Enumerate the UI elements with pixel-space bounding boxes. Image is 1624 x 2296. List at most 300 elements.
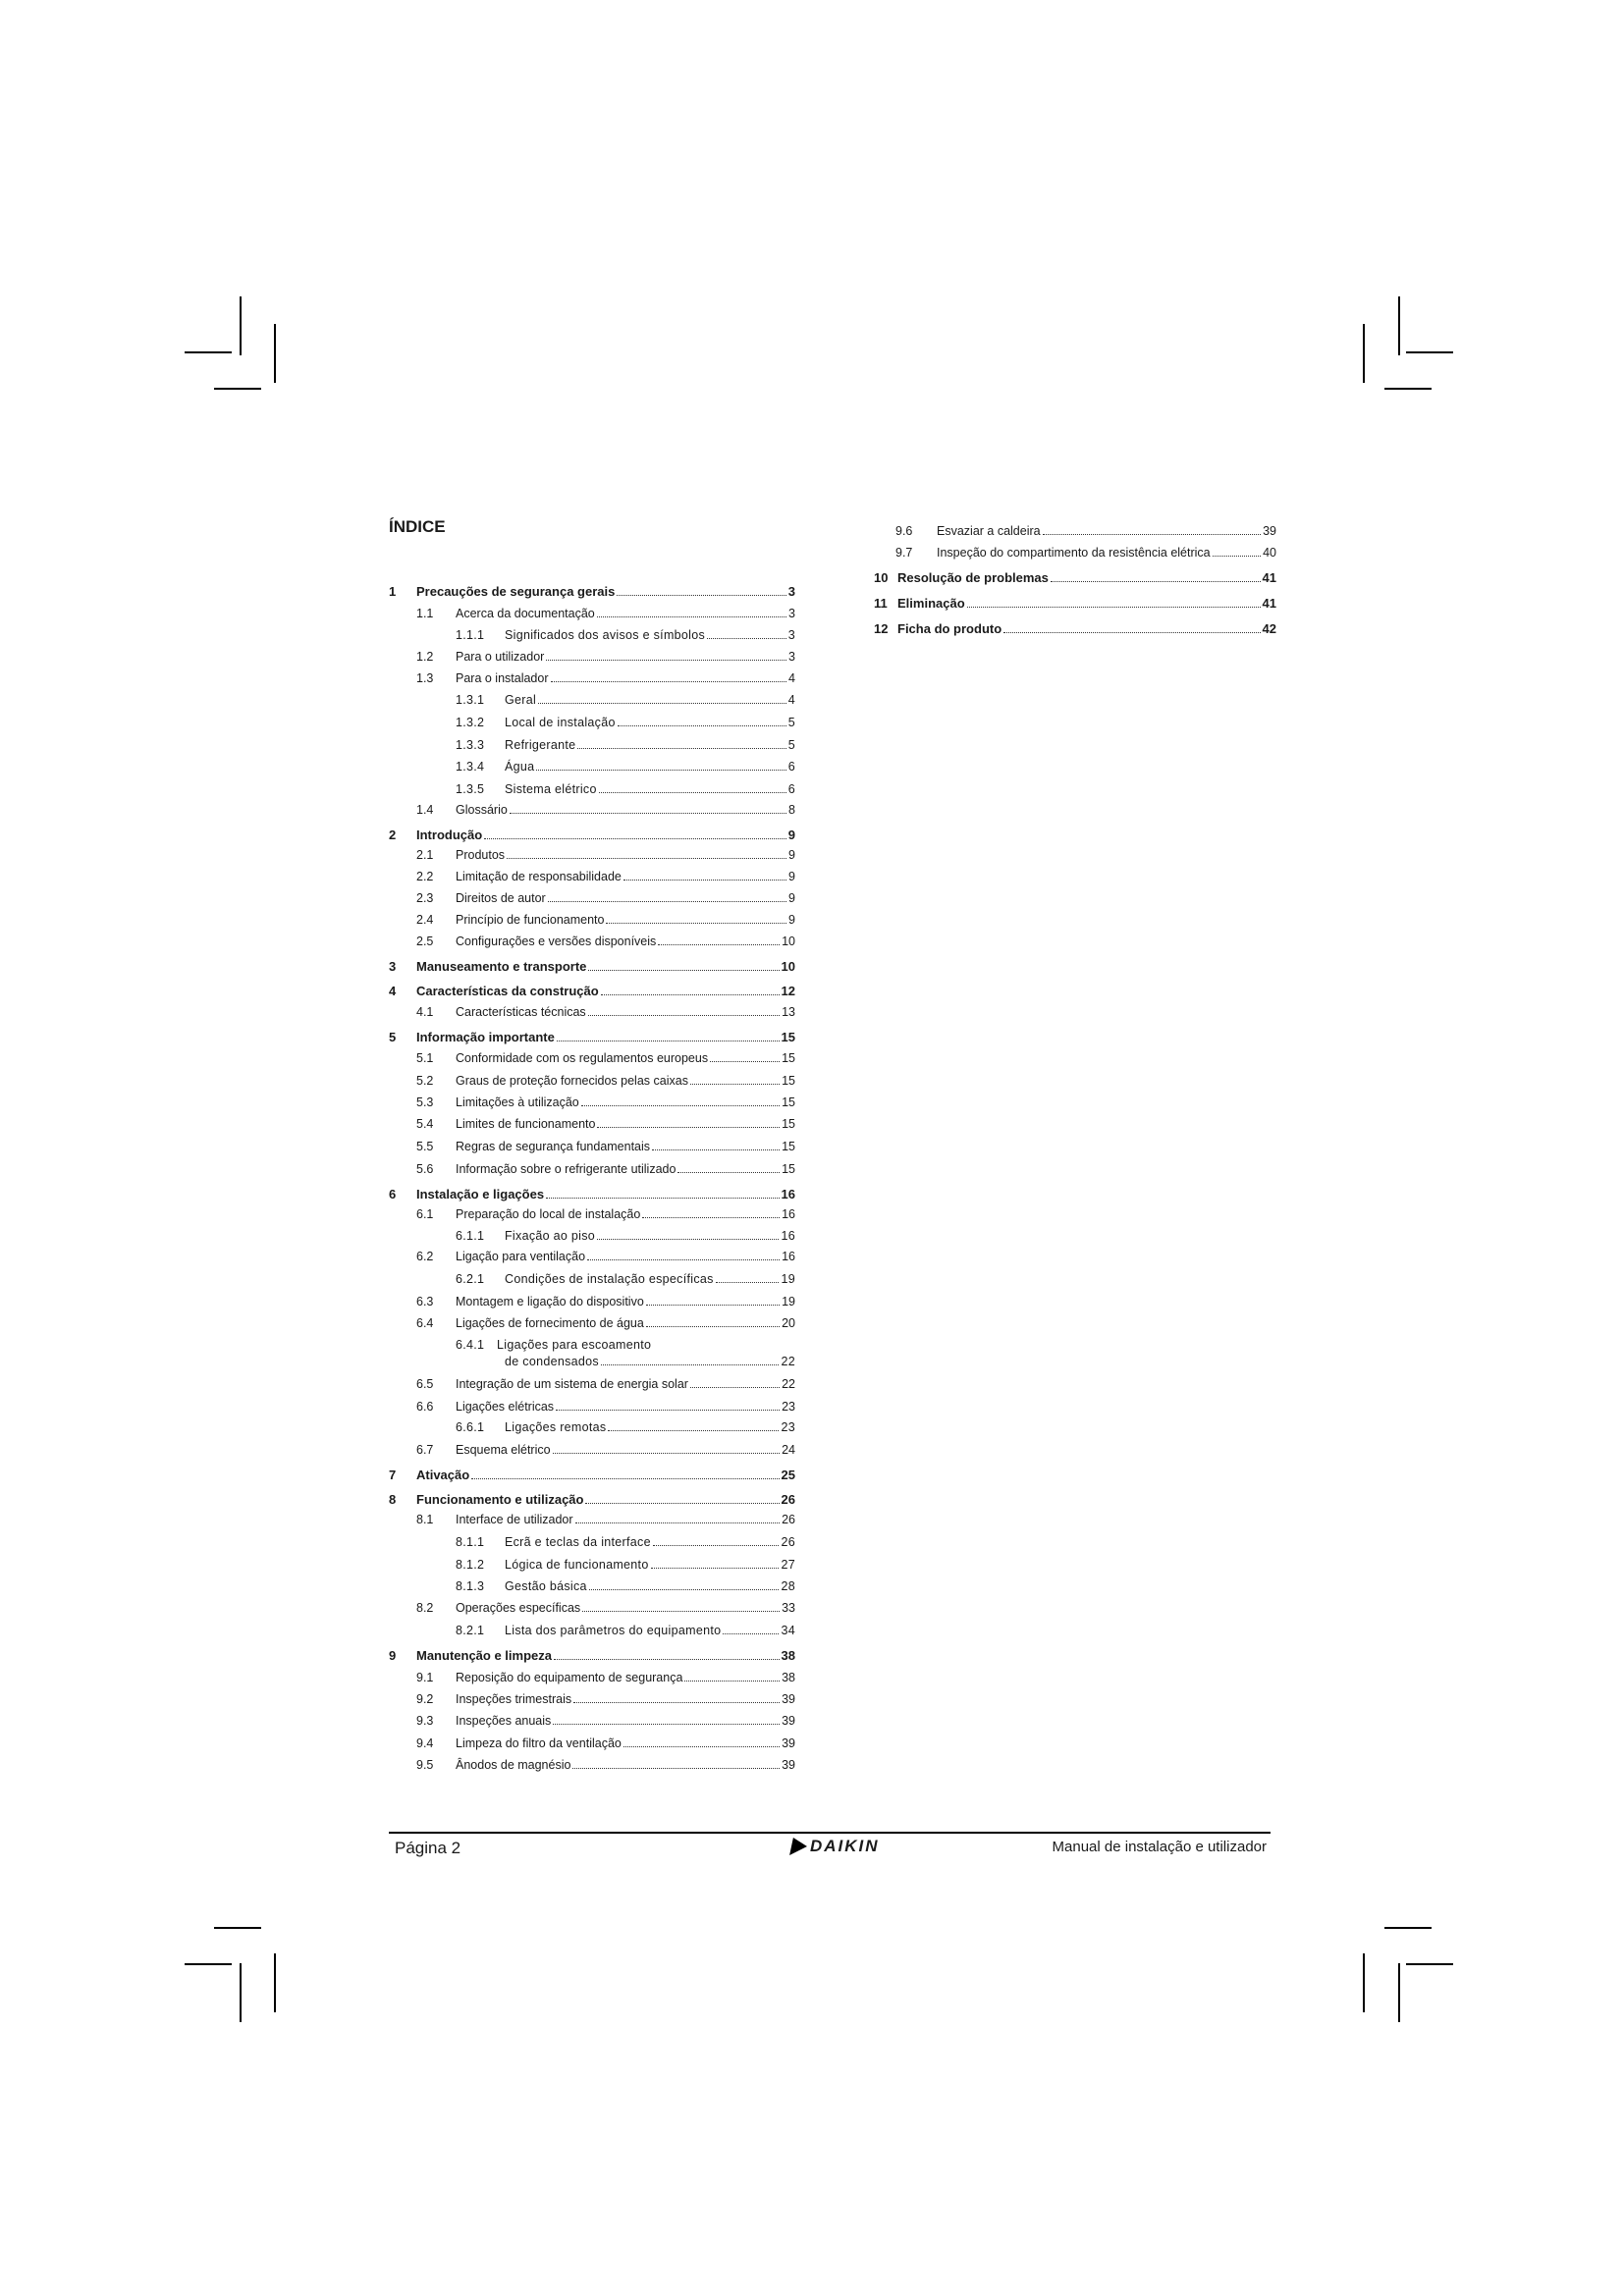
- toc-entry-page: 23: [782, 1400, 795, 1414]
- toc-entry-page: 8: [788, 803, 795, 817]
- dot-leader: [618, 725, 786, 726]
- toc-entry-number: 8.1.3: [456, 1579, 485, 1593]
- toc-entry-title: Para o instalador: [456, 671, 549, 685]
- toc-entry[interactable]: [389, 1140, 795, 1154]
- toc-entry-number: 1.4: [416, 803, 434, 817]
- toc-entry-title: Ligações remotas: [505, 1420, 607, 1434]
- toc-entry-number: 6.3: [416, 1295, 434, 1308]
- toc-entry-page: 15: [781, 1030, 795, 1044]
- crop-mark: [1363, 1953, 1365, 2012]
- dot-leader: [1003, 632, 1260, 633]
- page-title: ÍNDICE: [389, 517, 446, 536]
- toc-entry-title: Condições de instalação específicas: [505, 1272, 714, 1286]
- dot-leader: [684, 1681, 780, 1682]
- toc-entry-title-line1: Ligações para escoamento: [497, 1338, 652, 1352]
- toc-entry-title: Introdução: [416, 828, 483, 842]
- toc-entry-title: Limitações à utilização: [456, 1095, 579, 1109]
- dot-leader: [690, 1084, 780, 1085]
- toc-entry-title: Ânodos de magnésio: [456, 1758, 571, 1772]
- toc-entry-title: Ligação para ventilação: [456, 1250, 586, 1263]
- toc-entry-page: 5: [787, 738, 795, 752]
- toc-entry-title: Regras de segurança fundamentais: [456, 1140, 651, 1153]
- toc-entry[interactable]: [389, 1295, 795, 1309]
- toc-entry-page: 19: [782, 1295, 795, 1308]
- toc-entry-title: Para o utilizador: [456, 650, 545, 664]
- toc-entry[interactable]: [389, 1420, 795, 1435]
- toc-entry[interactable]: [389, 1492, 795, 1507]
- daikin-logo: [791, 1837, 880, 1856]
- toc-entry-page: 16: [782, 1207, 795, 1221]
- toc-entry-number: 1.3: [416, 671, 434, 685]
- toc-entry[interactable]: [389, 1671, 795, 1685]
- toc-entry[interactable]: [389, 1624, 795, 1638]
- toc-entry[interactable]: [389, 959, 795, 974]
- toc-entry-number: 9.3: [416, 1714, 434, 1728]
- dot-leader: [575, 1522, 781, 1523]
- toc-entry-page: 3: [788, 607, 795, 620]
- toc-entry-number: 5: [389, 1030, 397, 1044]
- toc-entry-page: 19: [781, 1272, 795, 1286]
- crop-mark: [185, 1963, 232, 1965]
- toc-entry-title: Refrigerante: [505, 738, 576, 752]
- toc-entry[interactable]: [389, 650, 795, 665]
- toc-entry-page: 27: [781, 1558, 795, 1572]
- toc-entry-page: 5: [787, 716, 795, 729]
- crop-mark: [185, 351, 232, 353]
- dot-leader: [608, 1430, 779, 1431]
- toc-entry-title: Fixação ao piso: [505, 1229, 596, 1243]
- toc-entry-title: Interface de utilizador: [456, 1513, 573, 1526]
- toc-entry-title: Limitação de responsabilidade: [456, 870, 622, 883]
- document-name: Manual de instalação e utilizador: [1052, 1839, 1267, 1855]
- toc-entry-number: 2: [389, 828, 397, 842]
- dot-leader: [588, 1015, 780, 1016]
- toc-entry-title: Reposição do equipamento de segurança: [456, 1671, 683, 1684]
- toc-entry[interactable]: [389, 1338, 795, 1371]
- toc-entry[interactable]: [389, 1400, 795, 1415]
- toc-entry-number: 8.1.1: [456, 1535, 485, 1549]
- toc-entry-page: 12: [781, 984, 795, 998]
- toc-entry[interactable]: [389, 1535, 795, 1550]
- toc-entry-number: 1.3.5: [456, 782, 485, 796]
- toc-entry-title: de condensados: [505, 1355, 599, 1368]
- toc-entry[interactable]: [389, 738, 795, 753]
- dot-leader: [1213, 556, 1261, 557]
- dot-leader: [548, 901, 786, 902]
- toc-entry[interactable]: [389, 1074, 795, 1089]
- toc-entry-page: 15: [782, 1162, 795, 1176]
- toc-entry-page: 39: [1263, 524, 1276, 538]
- toc-entry-number: 6.2.1: [456, 1272, 485, 1286]
- toc-entry-number: 1.3.2: [456, 716, 485, 729]
- toc-entry[interactable]: [389, 803, 795, 818]
- toc-entry[interactable]: [389, 671, 795, 686]
- toc-entry-number: 1.2: [416, 650, 434, 664]
- toc-entry[interactable]: [874, 596, 1276, 611]
- dot-leader: [573, 1702, 780, 1703]
- toc-entry-title: Manutenção e limpeza: [416, 1648, 552, 1663]
- dot-leader: [597, 616, 786, 617]
- toc-entry-page: 16: [782, 1250, 795, 1263]
- dot-leader: [597, 1239, 779, 1240]
- toc-entry-title: Sistema elétrico: [505, 782, 597, 796]
- toc-entry-number: 2.2: [416, 870, 434, 883]
- toc-entry-number: 2.1: [416, 848, 434, 862]
- dot-leader: [572, 1768, 780, 1769]
- dot-leader: [582, 1611, 780, 1612]
- toc-entry-title: Ligações elétricas: [456, 1400, 555, 1414]
- crop-mark: [240, 1963, 242, 2022]
- toc-entry[interactable]: [389, 934, 795, 949]
- dot-leader: [554, 1659, 780, 1660]
- dot-leader: [606, 923, 786, 924]
- dot-leader: [588, 970, 779, 971]
- toc-entry[interactable]: [389, 891, 795, 906]
- toc-entry-number: 2.4: [416, 913, 434, 927]
- toc-entry-page: 38: [782, 1671, 795, 1684]
- toc-entry[interactable]: [389, 716, 795, 730]
- toc-entry-title: Integração de um sistema de energia solar: [456, 1377, 688, 1391]
- toc-entry-title: Limpeza do filtro da ventilação: [456, 1736, 622, 1750]
- toc-entry-page: 40: [1263, 546, 1276, 560]
- toc-entry[interactable]: [389, 1005, 795, 1020]
- toc-entry-number: 6.2: [416, 1250, 434, 1263]
- toc-entry-page: 6: [787, 760, 795, 774]
- dot-leader: [551, 681, 787, 682]
- toc-entry-page: 4: [787, 693, 795, 707]
- toc-entry-page: 28: [781, 1579, 795, 1593]
- toc-entry[interactable]: [389, 1468, 795, 1482]
- crop-mark: [214, 388, 261, 390]
- toc-entry-number: 6.1: [416, 1207, 434, 1221]
- toc-entry-title: Limites de funcionamento: [456, 1117, 596, 1131]
- toc-entry-number: 6.6: [416, 1400, 434, 1414]
- toc-entry[interactable]: [389, 1758, 795, 1773]
- dot-leader: [658, 944, 780, 945]
- toc-entry-title: Inspeções trimestrais: [456, 1692, 572, 1706]
- toc-entry-page: 9: [788, 870, 795, 883]
- toc-entry-title: Ligações de fornecimento de água: [456, 1316, 644, 1330]
- toc-entry[interactable]: [389, 1162, 795, 1177]
- toc-entry-title: Lógica de funcionamento: [505, 1558, 649, 1572]
- dot-leader: [597, 1127, 780, 1128]
- toc-entry-number: 6.5: [416, 1377, 434, 1391]
- toc-entry-number: 12: [874, 621, 889, 636]
- dot-leader: [577, 748, 785, 749]
- toc-entry-number: 9.4: [416, 1736, 434, 1750]
- toc-entry[interactable]: [389, 1272, 795, 1287]
- dot-leader: [651, 1568, 780, 1569]
- toc-entry-title: Gestão básica: [505, 1579, 587, 1593]
- toc-entry-number: 4.1: [416, 1005, 434, 1019]
- toc-entry[interactable]: [389, 1443, 795, 1458]
- toc-entry-number: 6.7: [416, 1443, 434, 1457]
- toc-entry[interactable]: [389, 1207, 795, 1222]
- dot-leader: [581, 1105, 780, 1106]
- toc-entry-number: 5.3: [416, 1095, 434, 1109]
- toc-entry[interactable]: [389, 984, 795, 998]
- toc-entry-title: Operações específicas: [456, 1601, 581, 1615]
- toc-entry-title: Resolução de problemas: [897, 570, 1049, 585]
- toc-entry-number: 2.3: [416, 891, 434, 905]
- toc-entry[interactable]: [389, 760, 795, 774]
- toc-entry-title: Configurações e versões disponíveis: [456, 934, 657, 948]
- dot-leader: [471, 1478, 779, 1479]
- dot-leader: [587, 1259, 780, 1260]
- toc-entry-number: 5.4: [416, 1117, 434, 1131]
- toc-entry-number: 9.2: [416, 1692, 434, 1706]
- crop-mark: [1406, 1963, 1453, 1965]
- toc-entry-page: 10: [782, 934, 795, 948]
- toc-entry-page: 15: [782, 1117, 795, 1131]
- toc-entry-number: 2.5: [416, 934, 434, 948]
- toc-entry-number: 6.4: [416, 1316, 434, 1330]
- toc-entry-page: 22: [782, 1377, 795, 1391]
- dot-leader: [553, 1724, 780, 1725]
- toc-entry-page: 16: [781, 1187, 795, 1201]
- toc-entry-number: 9: [389, 1648, 397, 1663]
- toc-entry-page: 6: [787, 782, 795, 796]
- toc-entry[interactable]: [389, 628, 795, 643]
- toc-entry[interactable]: [389, 1095, 795, 1110]
- dot-leader: [484, 838, 786, 839]
- toc-entry-page: 4: [788, 671, 795, 685]
- toc-entry-title: Graus de proteção fornecidos pelas caixas: [456, 1074, 688, 1088]
- toc-entry-title: Montagem e ligação do dispositivo: [456, 1295, 644, 1308]
- toc-entry-page: 34: [781, 1624, 795, 1637]
- dot-leader: [646, 1326, 780, 1327]
- dot-leader: [510, 813, 786, 814]
- crop-mark: [1398, 1963, 1400, 2022]
- toc-entry[interactable]: [874, 621, 1276, 636]
- toc-entry[interactable]: [389, 1513, 795, 1527]
- toc-entry-title: Ecrã e teclas da interface: [505, 1535, 651, 1549]
- dot-leader: [553, 1453, 781, 1454]
- toc-entry-page: 38: [781, 1648, 795, 1663]
- dot-leader: [507, 858, 786, 859]
- toc-entry[interactable]: [389, 693, 795, 708]
- toc-entry-page: 26: [781, 1535, 795, 1549]
- dot-leader: [536, 770, 785, 771]
- toc-entry-number: 9.6: [895, 524, 913, 538]
- dot-leader: [723, 1633, 779, 1634]
- toc-entry-number: 5.6: [416, 1162, 434, 1176]
- toc-entry-number: 1.1.1: [456, 628, 485, 642]
- toc-entry-number: 9.1: [416, 1671, 434, 1684]
- toc-entry-page: 39: [782, 1714, 795, 1728]
- crop-mark: [1398, 296, 1400, 355]
- crop-mark: [1384, 388, 1432, 390]
- toc-entry[interactable]: [389, 1030, 795, 1044]
- toc-entry-title: Informação importante: [416, 1030, 555, 1044]
- toc-entry[interactable]: [389, 584, 795, 599]
- toc-entry-number: 8.1: [416, 1513, 434, 1526]
- toc-entry-page: 10: [781, 959, 795, 974]
- dot-leader: [589, 1589, 780, 1590]
- toc-entry[interactable]: [389, 607, 795, 621]
- toc-entry[interactable]: [389, 1692, 795, 1707]
- toc-entry[interactable]: [389, 913, 795, 928]
- dot-leader: [623, 1746, 780, 1747]
- toc-entry-number: 1.3.4: [456, 760, 485, 774]
- toc-entry-title: Precauções de segurança gerais: [416, 584, 616, 599]
- toc-entry-title: Significados dos avisos e símbolos: [505, 628, 706, 642]
- toc-entry-number: 11: [874, 596, 888, 611]
- toc-entry-title: Instalação e ligações: [416, 1187, 545, 1201]
- toc-entry-page: 39: [782, 1736, 795, 1750]
- toc-entry-title: Manuseamento e transporte: [416, 959, 587, 974]
- toc-entry[interactable]: [389, 1601, 795, 1616]
- toc-entry-title: Informação sobre o refrigerante utilizado: [456, 1162, 677, 1176]
- toc-entry-page: 25: [781, 1468, 795, 1482]
- toc-entry-title: Características da construção: [416, 984, 599, 998]
- toc-entry-page: 9: [787, 828, 795, 842]
- dot-leader: [642, 1217, 780, 1218]
- toc-entry[interactable]: [389, 1714, 795, 1729]
- dot-leader: [601, 994, 780, 995]
- toc-entry[interactable]: [389, 1736, 795, 1751]
- toc-entry-title: Inspeções anuais: [456, 1714, 552, 1728]
- toc-entry-number: 6.6.1: [456, 1420, 485, 1434]
- dot-leader: [623, 880, 786, 881]
- toc-entry[interactable]: [389, 870, 795, 884]
- toc-entry-page: 26: [782, 1513, 795, 1526]
- dot-leader: [716, 1282, 780, 1283]
- toc-entry-page: 26: [781, 1492, 795, 1507]
- toc-entry-number: 8.1.2: [456, 1558, 485, 1572]
- toc-entry[interactable]: [389, 1316, 795, 1331]
- dot-leader: [967, 607, 1261, 608]
- footer-divider: [389, 1832, 1271, 1834]
- toc-entry-number: 1: [389, 584, 397, 599]
- toc-entry[interactable]: [389, 828, 795, 842]
- toc-entry[interactable]: [389, 1051, 795, 1066]
- dot-leader: [707, 638, 786, 639]
- toc-entry-number: 5.5: [416, 1140, 434, 1153]
- toc-entry[interactable]: [389, 1579, 795, 1594]
- toc-entry-title: Características técnicas: [456, 1005, 586, 1019]
- toc-entry[interactable]: [389, 1229, 795, 1244]
- toc-entry-title: Lista dos parâmetros do equipamento: [505, 1624, 722, 1637]
- toc-entry-page: 3: [788, 650, 795, 664]
- crop-mark: [1406, 351, 1453, 353]
- toc-entry-number: 3: [389, 959, 397, 974]
- toc-entry-page: 20: [782, 1316, 795, 1330]
- crop-mark: [1363, 324, 1365, 383]
- toc-entry-page: 23: [781, 1420, 795, 1434]
- dot-leader: [710, 1061, 780, 1062]
- toc-entry-number: 10: [874, 570, 889, 585]
- crop-mark: [214, 1927, 261, 1929]
- toc-entry-page: 41: [1262, 596, 1276, 611]
- toc-entry-page: 3: [787, 584, 795, 599]
- toc-entry-page: 24: [782, 1443, 795, 1457]
- dot-leader: [546, 1198, 779, 1199]
- toc-entry-title: Conformidade com os regulamentos europeus: [456, 1051, 709, 1065]
- toc-entry-page: 39: [782, 1758, 795, 1772]
- dot-leader: [1043, 534, 1261, 535]
- toc-entry-number: 6.1.1: [456, 1229, 485, 1243]
- toc-entry-page: 9: [788, 848, 795, 862]
- dot-leader: [646, 1305, 780, 1306]
- toc-entry-number: 8.2: [416, 1601, 434, 1615]
- toc-left-column: [389, 577, 795, 1773]
- toc-entry-page: 9: [788, 891, 795, 905]
- toc-entry-page: 16: [781, 1229, 795, 1243]
- toc-entry-number: 5.2: [416, 1074, 434, 1088]
- toc-entry[interactable]: [389, 1187, 795, 1201]
- toc-entry-title: Ficha do produto: [897, 621, 1002, 636]
- toc-entry[interactable]: [874, 570, 1276, 585]
- toc-entry-title: Preparação do local de instalação: [456, 1207, 641, 1221]
- page-number: Página 2: [395, 1839, 461, 1857]
- toc-entry-page: 15: [782, 1051, 795, 1065]
- dot-leader: [1051, 581, 1261, 582]
- toc-entry-title: Geral: [505, 693, 537, 707]
- toc-entry-page: 15: [782, 1140, 795, 1153]
- toc-entry-page: 3: [787, 628, 795, 642]
- crop-mark: [274, 1953, 276, 2012]
- dot-leader: [599, 792, 786, 793]
- toc-right-column: [874, 516, 1276, 636]
- dot-leader: [538, 703, 786, 704]
- dot-leader: [617, 595, 785, 596]
- toc-entry-number: 8.2.1: [456, 1624, 485, 1637]
- toc-entry-page: 22: [781, 1355, 795, 1368]
- toc-entry-number: 6: [389, 1187, 397, 1201]
- toc-entry-title: Local de instalação: [505, 716, 616, 729]
- daikin-logo-icon: [789, 1838, 809, 1855]
- toc-entry-title: Produtos: [456, 848, 506, 862]
- toc-entry-number: 9.5: [416, 1758, 434, 1772]
- toc-entry-title: Funcionamento e utilização: [416, 1492, 584, 1507]
- toc-entry-page: 13: [782, 1005, 795, 1019]
- toc-entry[interactable]: [874, 524, 1276, 539]
- crop-mark: [1384, 1927, 1432, 1929]
- toc-entry-page: 15: [782, 1095, 795, 1109]
- toc-entry-title: Ativação: [416, 1468, 470, 1482]
- toc-entry-title: Acerca da documentação: [456, 607, 595, 620]
- toc-entry[interactable]: [389, 782, 795, 797]
- toc-entry-title: Glossário: [456, 803, 508, 817]
- toc-entry[interactable]: [389, 1377, 795, 1392]
- toc-entry-title: Inspeção do compartimento da resistência elétrica: [937, 546, 1211, 560]
- toc-entry-number: 9.7: [895, 546, 913, 560]
- toc-entry-page: 9: [788, 913, 795, 927]
- toc-entry-title: Direitos de autor: [456, 891, 546, 905]
- dot-leader: [652, 1149, 780, 1150]
- toc-entry[interactable]: [389, 1558, 795, 1573]
- toc-entry[interactable]: [389, 1250, 795, 1264]
- dot-leader: [653, 1545, 780, 1546]
- dot-leader: [585, 1503, 779, 1504]
- toc-entry-title: Princípio de funcionamento: [456, 913, 605, 927]
- toc-entry-page: 15: [782, 1074, 795, 1088]
- crop-mark: [240, 296, 242, 355]
- toc-entry[interactable]: [389, 848, 795, 863]
- toc-entry[interactable]: [874, 546, 1276, 561]
- toc-entry-title: Esquema elétrico: [456, 1443, 551, 1457]
- dot-leader: [690, 1387, 780, 1388]
- toc-entry-number: 1.3.3: [456, 738, 485, 752]
- toc-entry-number: 8: [389, 1492, 397, 1507]
- toc-entry[interactable]: [389, 1117, 795, 1132]
- toc-entry[interactable]: [389, 1648, 795, 1663]
- toc-entry-number: 5.1: [416, 1051, 434, 1065]
- toc-entry-number: 1.3.1: [456, 693, 485, 707]
- toc-entry-page: 42: [1262, 621, 1276, 636]
- toc-entry-title: Eliminação: [897, 596, 965, 611]
